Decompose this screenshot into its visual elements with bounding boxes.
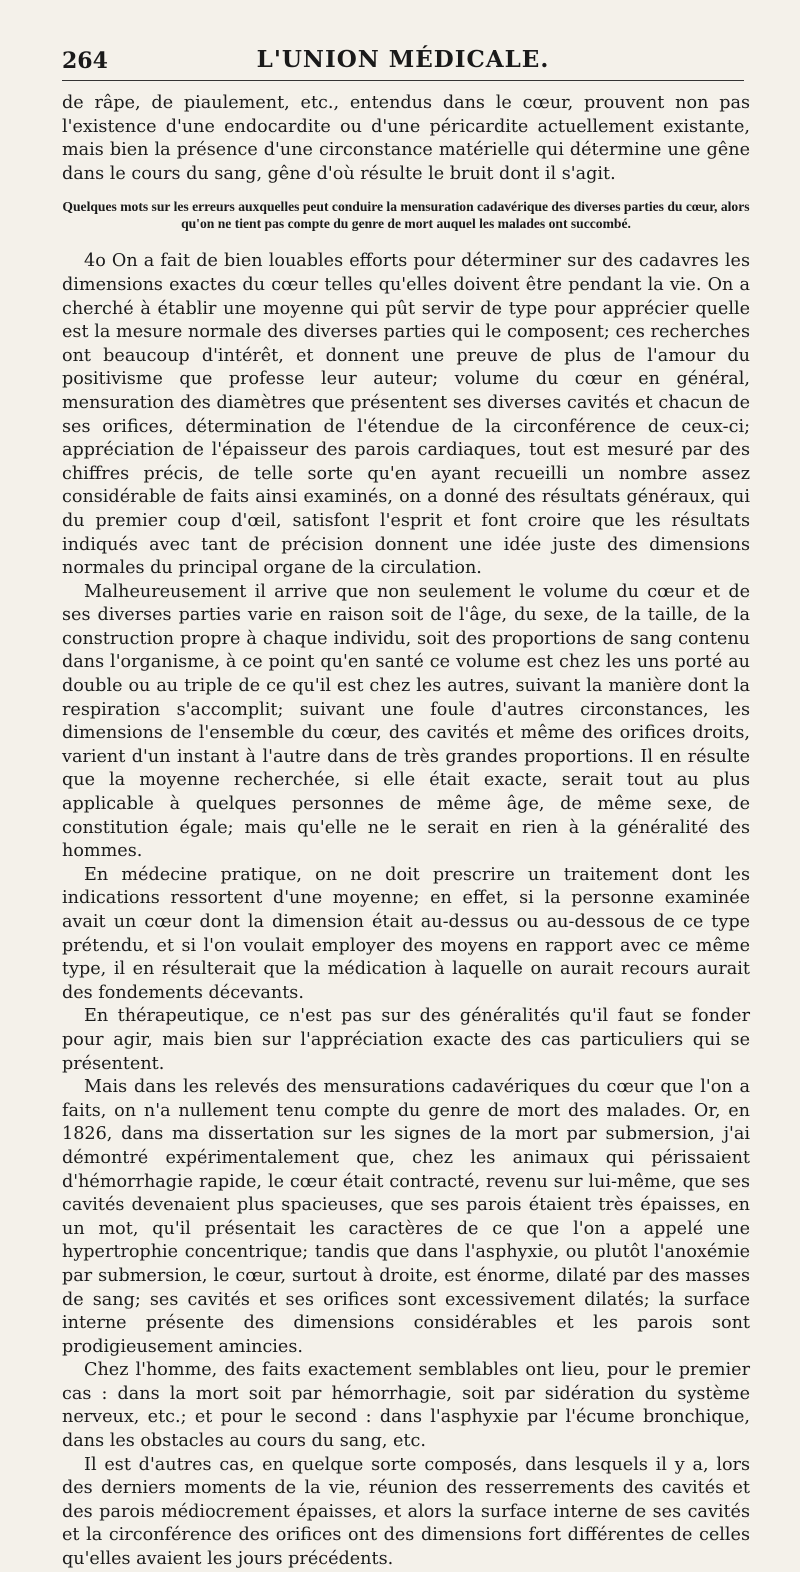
paragraph: Malheureusement il arrive que non seulement le volume du cœur et de ses diverses parties varie en raison soit de l'âge, du sexe, de la taille, de la construction propre à chaque individu, soit des proportions de sang contenu dans l'organisme, à ce point qu'en santé ce volume est chez les uns porté au double ou au triple de ce qu'il est chez les autres, suivant la manière dont la respiration s'accomplit; suivant une foule d'autres circonstances, les dimensions de l'ensemble du cœur, des cavités et même des orifices droits, varient d'un instant à l'autre dans de très grandes proportions. Il en résulte que la moyenne recherchée, si elle était exacte, serait tout au plus applicable à quelques personnes de même âge, de même sexe, de constitution égale; mais qu'elle ne le serait en rien à la généralité des hommes.: [62, 581, 750, 862]
paragraph: En médecine pratique, on ne doit prescrire un traitement dont les indications ressortent d'une moyenne; en effet, si la personne examinée avait un cœur dont la dimension était au-dessus ou au-dessous de ce type prétendu, et si l'on voulait employer des moyens en rapport avec ce même type, il en résulterait que la médication à laquelle on aurait recours aurait des fondements décevants.: [62, 864, 750, 1003]
paragraph: Mais dans les relevés des mensurations cadavériques du cœur que l'on a faits, on n'a nullement tenu compte du genre de mort des malades. Or, en 1826, dans ma dissertation sur les signes de la mort par submersion, j'ai démontré expérimentalement que, chez les animaux qui périssaient d'hémorrhagie rapide, le cœur était contracté, revenu sur lui-même, que ses cavités devenaient plus spacieuses, que ses parois étaient très épaisses, en un mot, qu'il présentait les caractères de ce que l'on a appelé une hypertrophie concentrique; tandis que dans l'asphyxie, ou plutôt l'anoxémie par submersion, le cœur, surtout à droite, est énorme, dilaté par des masses de sang; ses cavités et ses orifices sont excessivement dilatés; la surface interne présente des dimensions considérables et les parois sont prodigieusement amincies.: [62, 1077, 750, 1357]
header-rule: [62, 80, 744, 81]
running-head: L'UNION MÉDICALE.: [256, 46, 550, 73]
paragraph: 4o On a fait de bien louables efforts pour déterminer sur des cadavres les dimensions exactes du cœur telles qu'elles doivent être pendant la vie. On a cherché à établir une moyenne qui pût servir de type pour apprécier quelle est la mesure normale des diverses parties qui le composent; ces recherches ont beaucoup d'intérêt, et donnent une preuve de plus de l'amour du positivisme que professe leur auteur; volume du cœur en général, mensuration des diamètres que présentent ses diverses cavités et chacun de ses orifices, détermination de l'étendue de la circonférence de ceux-ci; appréciation de l'épaisseur des parois cardiaques, tout est mesuré par des chiffres précis, de telle sorte qu'en ayant recueilli un nombre assez considérable de faits ainsi examinés, on a donné des résultats généraux, qui du premier coup d'œil, satisfont l'esprit et font croire que les résultats indiqués avec tant de précision donnent une idée juste des dimensions normales du principal organe de la circulation.: [62, 251, 750, 579]
page-number: 264: [62, 48, 108, 74]
page-body: [62, 92, 750, 1572]
paragraph: Il est d'autres cas, en quelque sorte composés, dans lesquels il y a, lors des derniers moments de la vie, réunion des resserrements des cavités et des parois médiocrement épaisses, et alors la surface interne de ses cavités et la circonférence des orifices ont des dimensions fort différentes de celles qu'elles avaient les jours précédents.: [62, 1454, 750, 1570]
paragraph: de râpe, de piaulement, etc., entendus dans le cœur, prouvent non pas l'existence d'une endocardite ou d'une péricardite actuellement existante, mais bien la présence d'une circonstance matérielle qui détermine une gêne dans le cours du sang, gêne d'où résulte le bruit dont il s'agit.: [62, 93, 750, 184]
paragraph: En thérapeutique, ce n'est pas sur des généralités qu'il faut se fonder pour agir, mais bien sur l'appréciation exacte des cas particuliers qui se présentent.: [62, 1006, 750, 1074]
paragraph: Chez l'homme, des faits exactement semblables ont lieu, pour le premier cas : dans la mort soit par hémorrhagie, soit par sidération du système nerveux, etc.; et pour le second : dans l'asphyxie par l'écume bronchique, dans les obstacles au cours du sang, etc.: [62, 1360, 750, 1452]
page-header: [62, 44, 744, 74]
section-heading: Quelques mots sur les erreurs auxquelles peut conduire la mensuration cadavérique des diverses parties du cœur, alors qu'on ne tient pas compte du genre de mort auquel les malades ont succombé.: [62, 199, 750, 232]
